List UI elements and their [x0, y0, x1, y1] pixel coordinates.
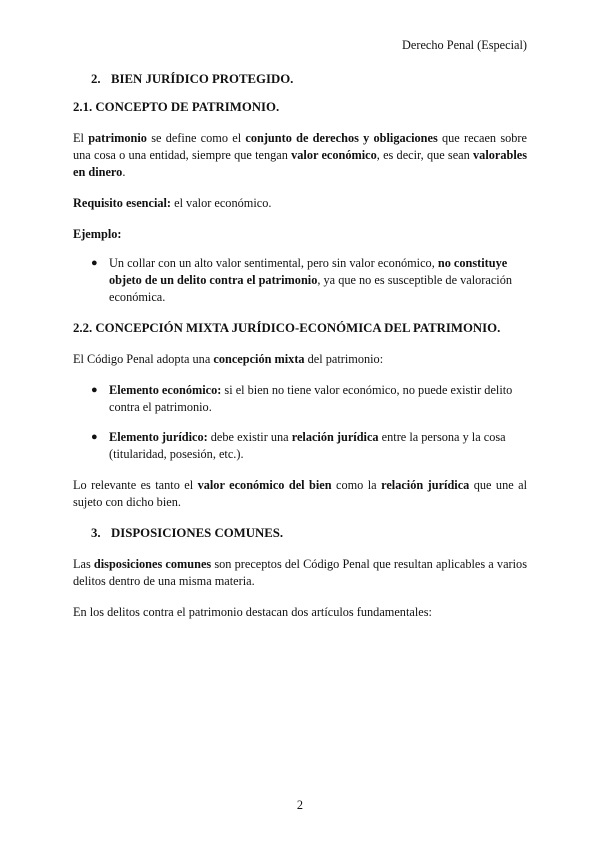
section-2-heading — [91, 71, 527, 88]
running-header: Derecho Penal (Especial) — [402, 38, 527, 52]
term-patrimonio: patrimonio — [88, 131, 147, 145]
requisito-label: Requisito esencial: — [73, 196, 172, 210]
relevante-paragraph: Lo relevante es tanto el valor económico del bien como la relación jurídica que une al sujeto con dicho bien. — [73, 478, 527, 509]
list-item: ● Elemento jurídico: debe existir una relación jurídica entre la persona y la cosa (titularidad, posesión, etc.). — [91, 430, 506, 461]
page-content — [73, 71, 527, 635]
subsection-2-1-heading: 2.1. CONCEPTO DE PATRIMONIO. — [73, 100, 280, 114]
term-conjunto: conjunto de derechos y obligaciones — [245, 131, 438, 145]
page-number: 2 — [296, 798, 304, 812]
patrimonio-definition-paragraph: El patrimonio se define como el conjunto de derechos y obligaciones que recaen sobre una cosa o una entidad, siempre que tengan valor económico, es decir, que sean valorables en dinero. — [73, 131, 527, 179]
concepcion-intro-paragraph: El Código Penal adopta una concepción mixta del patrimonio: — [73, 352, 384, 366]
elementos-list — [73, 382, 527, 463]
requisito-paragraph: Requisito esencial: el valor económico. — [73, 196, 272, 210]
section-3-heading — [91, 525, 527, 542]
subsection-2-2-heading: 2.2. CONCEPCIÓN MIXTA JURÍDICO-ECONÓMICA DEL PATRIMONIO. — [73, 321, 501, 335]
list-item: ● Un collar con un alto valor sentimental, pero sin valor económico, no constituye objeto de un delito contra el patrimonio, ya que no es susceptible de valoración económica. — [91, 256, 512, 304]
bullet-icon: ● — [91, 431, 98, 443]
disposiciones-paragraph: Las disposiciones comunes son preceptos del Código Penal que resultan aplicables a varios delitos dentro de una misma materia. — [73, 557, 527, 588]
list-item: ● Elemento económico: si el bien no tiene valor económico, no puede existir delito contra el patrimonio. — [91, 383, 513, 414]
ejemplo-label: Ejemplo: — [73, 227, 122, 241]
section-2-title: BIEN JURÍDICO PROTEGIDO. — [111, 72, 294, 86]
term-valorables: valorables en dinero — [73, 148, 527, 179]
section-2-number: 2. — [91, 72, 101, 86]
bullet-icon: ● — [91, 384, 98, 396]
articulos-paragraph: En los delitos contra el patrimonio destacan dos artículos fundamentales: — [73, 605, 432, 619]
ejemplo-list — [73, 255, 527, 306]
section-3-number: 3. — [91, 526, 101, 540]
section-3-title: DISPOSICIONES COMUNES. — [111, 526, 284, 540]
term-valor-economico: valor económico — [291, 148, 377, 162]
bullet-icon: ● — [91, 257, 98, 269]
